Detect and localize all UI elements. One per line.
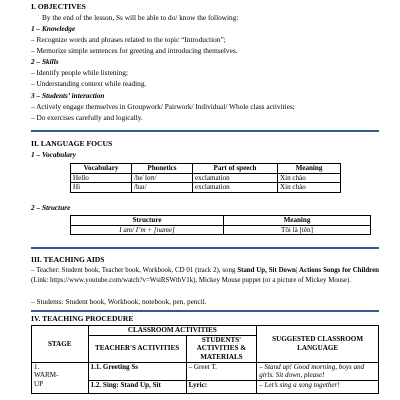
meaning-cell: Tôi là [tên] (224, 225, 371, 235)
skills-item: – Understanding context while reading. (31, 79, 147, 88)
stage-header: STAGE (32, 326, 89, 363)
table-cell: Hi (71, 183, 132, 193)
stage-cell (32, 362, 89, 393)
song-link: (Link: https://www.youtube.com/watch?v=WsiRSWthV1k), (31, 276, 198, 284)
teacher-activity-cell: 1.2. Sing: Stand Up, Sit (88, 380, 186, 393)
teacher-aids-paragraph (31, 266, 379, 285)
table-row (32, 362, 379, 380)
stage-name-line: UP (34, 379, 44, 388)
table-row (71, 173, 341, 183)
objectives-heading: I. OBJECTIVES (31, 2, 86, 11)
table-header-row (71, 216, 371, 226)
teacher-activities-header: TEACHER'S ACTIVITIES (88, 335, 186, 362)
students-activity-cell: – Greet T. (186, 362, 257, 380)
column-header: Structure (71, 216, 224, 226)
students-aids-line: – Students: Student book, Workbook, notebook, pen, pencil. (31, 297, 207, 306)
vocabulary-table (70, 163, 341, 193)
table-cell: exclamation (193, 173, 278, 183)
classroom-language-cell: – Let’s sing a song together! (257, 380, 379, 393)
teacher-activity-cell: 1.1. Greeting Ss (88, 362, 186, 380)
table-cell: Xin chào (278, 173, 341, 183)
table-header-row (71, 164, 341, 174)
column-header: Vocabulary (71, 164, 132, 174)
knowledge-item: – Memorize simple sentences for greeting and introducing themselves. (31, 46, 238, 55)
knowledge-item: – Recognize words and phrases related to the topic “Introduction”; (31, 35, 226, 44)
structure-table (70, 215, 371, 235)
classroom-language-header: SUGGESTED CLASSROOM LANGUAGE (257, 326, 379, 363)
vocabulary-title: 1 – Vocabulary (31, 150, 76, 159)
section-divider (31, 310, 379, 312)
table-cell: /haɪ/ (132, 183, 193, 193)
interaction-item: – Actively engage themselves in Groupwork/ Pairwork/ Individual/ Whole class activities; (31, 102, 295, 111)
song-source: Actions Songs for Children (299, 267, 379, 274)
stage-name-line: WARM- (34, 371, 59, 380)
song-title: Stand Up, Sit Down (237, 267, 296, 274)
classroom-activities-header: CLASSROOM ACTIVITIES (88, 326, 257, 336)
teaching-procedure-heading: IV. TEACHING PROCEDURE (31, 314, 134, 323)
section-divider (31, 130, 379, 132)
structure-title: 2 – Structure (31, 203, 71, 212)
column-header: Phonetics (132, 164, 193, 174)
table-cell: Xin chào (278, 183, 341, 193)
table-cell: /heˈloʊ/ (132, 173, 193, 183)
students-activities-header: STUDENTS' ACTIVITIES & MATERIALS (186, 335, 257, 362)
classroom-language-cell: – Stand up! Good morning, boys and girls. Sit down, please! (257, 362, 379, 380)
skills-title: 2 – Skills (31, 57, 59, 66)
section-divider (31, 247, 379, 249)
structure-cell: I am/ I’m + [name] (71, 225, 224, 235)
table-cell: exclamation (193, 183, 278, 193)
objectives-intro: By the end of the lesson, Ss will be able to do/ know the following: (42, 13, 239, 22)
procedure-table (31, 325, 379, 394)
skills-item: – Identify people while listening; (31, 68, 128, 77)
language-focus-heading: II. LANGUAGE FOCUS (31, 139, 113, 148)
stage-number: 1. (34, 362, 40, 371)
table-header-row (32, 326, 379, 336)
interaction-title: 3 – Students’ interaction (31, 91, 105, 100)
table-row (71, 183, 341, 193)
column-header: Part of speech (193, 164, 278, 174)
song-separator: | (295, 267, 300, 274)
teacher-aids-text: – Teacher: Student book, Teacher book, Workbook, CD 01 (track 2), song (31, 267, 238, 274)
interaction-item: – Do exercises carefully and logically. (31, 113, 143, 122)
column-header: Meaning (224, 216, 371, 226)
knowledge-title: 1 – Knowledge (31, 24, 76, 33)
teacher-aids-puppet: Mickey Mouse puppet (or a picture of Mickey Mouse). (198, 276, 351, 284)
teaching-aids-heading: III. TEACHING AIDS (31, 255, 105, 264)
students-activity-cell: Lyric: (186, 380, 257, 393)
table-row (71, 225, 371, 235)
table-cell: Hello (71, 173, 132, 183)
column-header: Meaning (278, 164, 341, 174)
